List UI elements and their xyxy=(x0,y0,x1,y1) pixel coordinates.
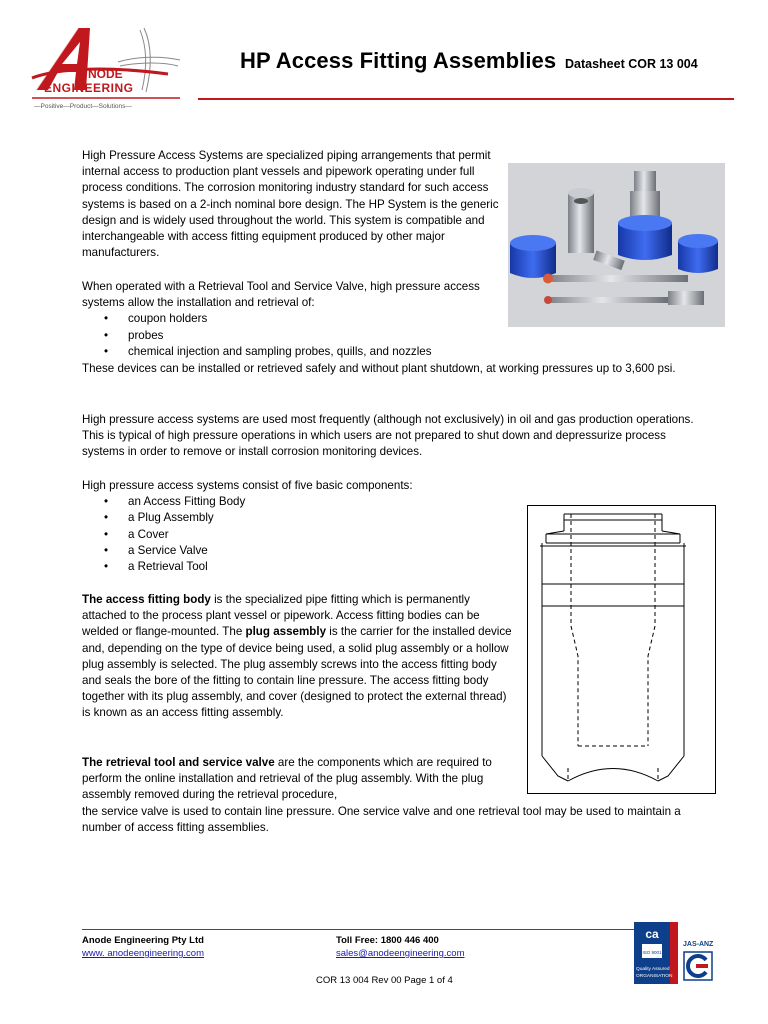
datasheet-number: Datasheet COR 13 004 xyxy=(565,57,698,71)
company-logo xyxy=(28,20,188,112)
logo-text-engineering: ENGINEERING xyxy=(44,81,134,95)
list-item: • an Access Fitting Body xyxy=(82,494,502,510)
footer-email-link[interactable]: sales@anodeengineering.com xyxy=(336,948,465,959)
text-run: are the components which are required to perform the online installation and retrieval of the plug assembly. With the plug assembly removed during the retrieval procedure, xyxy=(82,756,492,802)
text-run: the service valve is used to contain line pressure. One service valve and one retrieval tool may be used to maintain a number of access fitting assemblies. xyxy=(82,804,681,834)
list-item: • a Retrieval Tool xyxy=(82,559,502,575)
footer-company: Anode Engineering Pty Ltd xyxy=(82,935,204,946)
usage-paragraph: High pressure access systems are used most frequently (although not exclusively) in oil and gas production operations. This is typical of high pressure operations in which users are not prepared to shut down and depressurize process systems in order to remove or install corrosion monitoring devices. xyxy=(82,413,694,459)
footer-toll-free: Toll Free: 1800 446 400 xyxy=(336,935,439,946)
list-item: • probes xyxy=(82,328,492,344)
list-item: • a Plug Assembly xyxy=(82,510,502,526)
list-item: • chemical injection and sampling probes, quills, and nozzles xyxy=(82,344,492,360)
fitting-body-paragraph xyxy=(82,592,514,722)
list-item: • coupon holders xyxy=(82,311,492,327)
fitting-body-drawing xyxy=(527,505,716,794)
qa-cert: ISO 9001 xyxy=(642,950,662,955)
jasanz-text: JAS-ANZ xyxy=(683,941,714,948)
installation-paragraph xyxy=(82,279,492,360)
installation-intro: When operated with a Retrieval Tool and Service Valve, high pressure access systems allow the installation and retrieval of: xyxy=(82,280,480,310)
text-run: is the specialized pipe fitting which is permanently attached to the process plant vessel or pipework. Access fitting bodies can be welded or flange-mounted. The xyxy=(82,593,480,639)
logo-text-node: NODE xyxy=(88,67,123,81)
term-access-fitting-body: The access fitting body xyxy=(82,593,211,606)
qa-line2: ORGANISATION xyxy=(636,974,673,979)
footer-divider xyxy=(82,929,634,930)
footer-website-link[interactable]: www. anodeengineering.com xyxy=(82,948,204,959)
list-item: • a Cover xyxy=(82,527,502,543)
components-paragraph xyxy=(82,478,502,575)
term-plug-assembly: plug assembly xyxy=(245,625,327,639)
qa-line1: Quality Assured xyxy=(636,967,670,972)
components-list xyxy=(82,494,502,575)
logo-tagline: —Positive—Product—Solutions— xyxy=(34,103,132,110)
intro-paragraph: High Pressure Access Systems are specialized piping arrangements that permit internal access to production plant vessels and pipework operating under full process conditions. The corrosion monitoring industry standard for such access systems is based on a 2-inch nominal bore design. The HP System is the generic design and is widely used throughout the world. This system is compatible and interchangeable with access fitting equipment produced by other major manufacturers. xyxy=(82,149,499,260)
pressure-paragraph: These devices can be installed or retrieved safely and without plant shutdown, at working pressures up to 3,600 psi. xyxy=(82,362,676,375)
page-title: HP Access Fitting Assemblies xyxy=(240,48,557,73)
retrieval-paragraph-narrow xyxy=(82,755,514,804)
text-run: is the carrier for the installed device and, depending on the type of device being used, a solid plug assembly or a hollow plug assembly is selected. The plug assembly screws into the access fitting body and seals the bore of the fitting to contain line pressure. The access fitting body together with its plug assembly, and cover (designed to protect the external thread) is known as an access fitting assembly. xyxy=(82,625,512,720)
term-retrieval-tool: The retrieval tool and service valve xyxy=(82,756,275,769)
list-item: • a Service Valve xyxy=(82,543,502,559)
footer-page-number: COR 13 004 Rev 00 Page 1 of 4 xyxy=(316,975,453,986)
product-photo xyxy=(508,163,725,327)
components-intro: High pressure access systems consist of five basic components: xyxy=(82,479,413,492)
quality-assured-badge xyxy=(634,920,746,988)
device-list xyxy=(82,311,492,360)
header-divider xyxy=(198,98,734,100)
svg-text:ca: ca xyxy=(645,927,659,941)
